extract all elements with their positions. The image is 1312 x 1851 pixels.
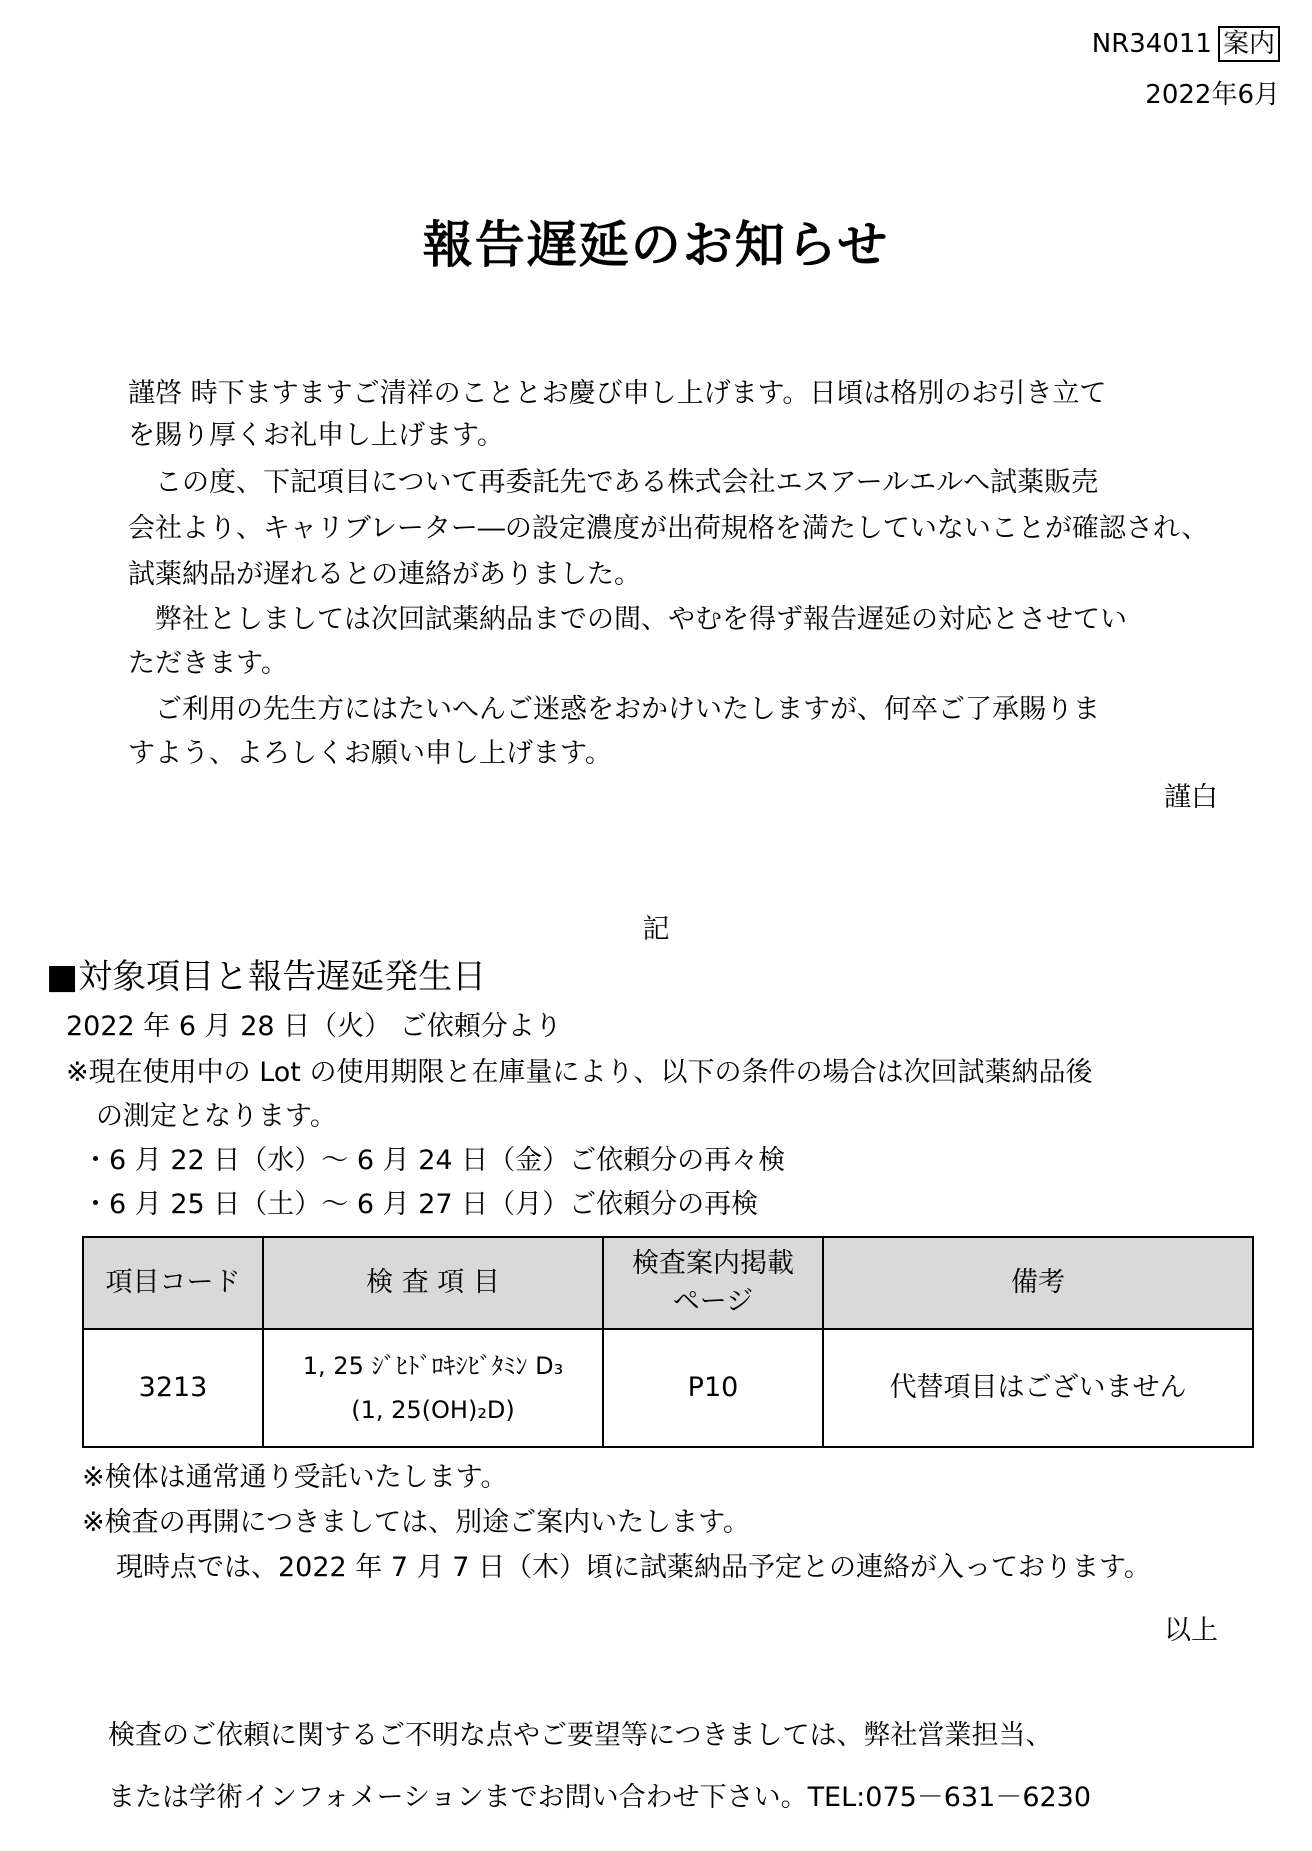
header-remarks: 備考 <box>823 1237 1253 1329</box>
header-page-line1: 検査案内掲載 <box>632 1248 794 1279</box>
cell-test <box>263 1329 603 1447</box>
body-line-2: を賜り厚くお礼申し上げます。 <box>128 420 504 451</box>
document-date: 2022年6月 <box>1145 80 1280 110</box>
items-table <box>82 1236 1254 1448</box>
body-line-7: ただきます。 <box>128 648 288 679</box>
note-lot-cont: の測定となります。 <box>96 1101 337 1132</box>
closing-kinpaku: 謹白 <box>1164 782 1218 813</box>
document-number <box>1092 26 1280 62</box>
note-delivery: 現時点では、2022 年 7 月 7 日（木）頃に試薬納品予定との連絡が入っております。 <box>116 1552 1151 1583</box>
document-type-badge: 案内 <box>1218 26 1280 62</box>
body-line-5: 試薬納品が遅れるとの連絡がありました。 <box>128 559 641 590</box>
body-line-8: ご利用の先生方にはたいへんご迷惑をおかけいたしますが、何卒ご了承賜りま <box>155 694 1100 725</box>
body-line-9: すよう、よろしくお願い申し上げます。 <box>128 738 612 769</box>
footer-line-1: 検査のご依頼に関するご不明な点やご要望等につきましては、弊社営業担当、 <box>108 1720 1053 1751</box>
table-header-row <box>83 1237 1253 1329</box>
body-line-4: 会社より、キャリブレーター―の設定濃度が出荷規格を満たしていないことが確認され、 <box>128 513 1209 544</box>
start-date: 2022 年 6 月 28 日（火） ご依頼分より <box>66 1011 562 1042</box>
ki-marker: 記 <box>642 914 670 945</box>
cell-remarks: 代替項目はございません <box>823 1329 1253 1447</box>
note-condition-1: ・6 月 22 日（水）～ 6 月 24 日（金）ご依頼分の再々検 <box>82 1145 786 1176</box>
page-title: 報告遅延のお知らせ <box>422 216 890 274</box>
cell-code: 3213 <box>83 1329 263 1447</box>
note-lot: ※現在使用中の Lot の使用期限と在庫量により、以下の条件の場合は次回試薬納品後 <box>66 1057 1093 1088</box>
closing-ijou: 以上 <box>1164 1615 1218 1646</box>
table-row <box>83 1329 1253 1447</box>
note-resume: ※検査の再開につきましては、別途ご案内いたします。 <box>82 1507 750 1538</box>
section-heading: ■対象項目と報告遅延発生日 <box>46 957 487 997</box>
cell-page: P10 <box>603 1329 823 1447</box>
cell-test-line1: 1, 25 ｼﾞﾋﾄﾞﾛｷｼﾋﾞﾀﾐﾝ D₃ <box>302 1352 564 1380</box>
header-page-line2: ページ <box>672 1286 754 1317</box>
body-line-6: 弊社としましては次回試薬納品までの間、やむを得ず報告遅延の対応とさせてい <box>155 604 1127 635</box>
cell-test-line2: (1, 25(OH)₂D) <box>351 1396 515 1424</box>
note-condition-2: ・6 月 25 日（土）～ 6 月 27 日（月）ご依頼分の再検 <box>82 1189 759 1220</box>
document-number-text: NR34011 <box>1091 29 1212 59</box>
header-page <box>603 1237 823 1329</box>
note-accept: ※検体は通常通り受託いたします。 <box>82 1462 508 1493</box>
header-code: 項目コード <box>83 1237 263 1329</box>
footer-line-2: または学術インフォメーションまでお問い合わせ下さい。TEL:075－631－6230 <box>108 1782 1092 1813</box>
body-line-1: 謹啓 時下ますますご清祥のこととお慶び申し上げます。日頃は格別のお引き立て <box>128 378 1107 409</box>
body-line-3: この度、下記項目について再委託先である株式会社エスアールエルへ試薬販売 <box>155 467 1099 498</box>
header-test: 検 査 項 目 <box>263 1237 603 1329</box>
